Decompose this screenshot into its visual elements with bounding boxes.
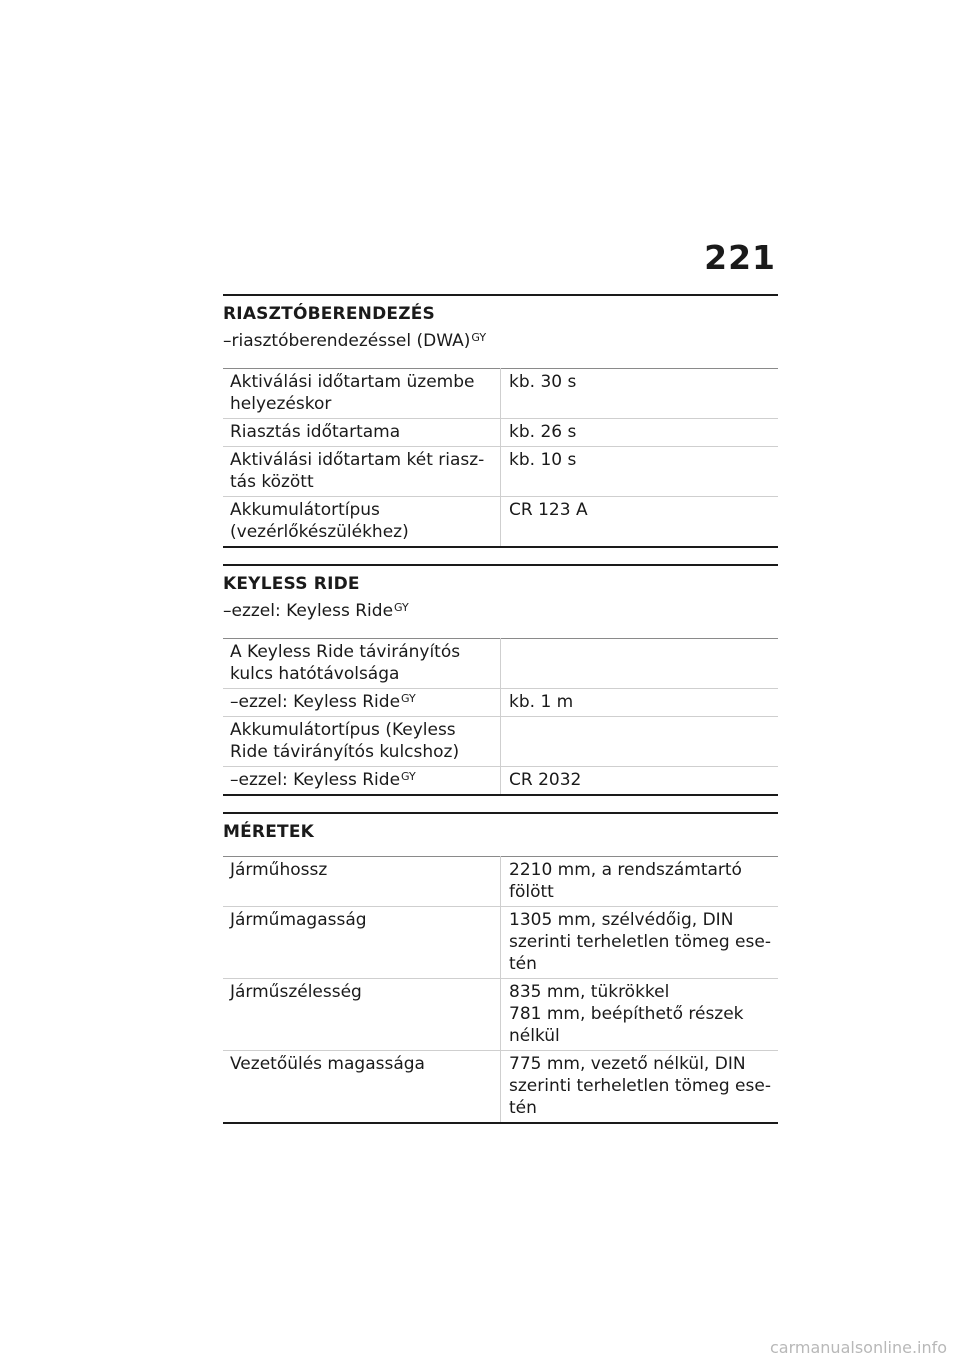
country-code-sup: GY: [401, 692, 416, 705]
row-label: Járműszélesség: [223, 979, 501, 1051]
row-value: CR 2032: [509, 770, 582, 790]
row-label: Riasztás időtartama: [223, 419, 501, 447]
row-label: –ezzel: Keyless Ride$^{GY}$: [223, 767, 501, 796]
row-value: kb. 30 s: [509, 372, 577, 392]
row-value: [501, 979, 779, 1051]
row-value: 1305 mm, szélvédőig, DIN szerinti terheletlen tömeg ese-tén: [509, 910, 771, 974]
table-row: [223, 497, 778, 548]
row-value-line: 781 mm, beépíthető részek nélkül: [509, 1004, 744, 1046]
table-row: [223, 857, 778, 907]
row-label: Aktiválási időtartam üzembe helyezéskor: [223, 369, 501, 419]
row-label: Járműhossz: [223, 857, 501, 907]
alarm-table: [223, 368, 778, 548]
row-label: Akkumulátortípus (vezérlőkészülékhez): [223, 497, 501, 548]
table-row: [223, 1051, 778, 1124]
row-value: 775 mm, vezető nélkül, DIN szerinti terheletlen tömeg ese-tén: [509, 1054, 771, 1118]
row-value: CR 123 A: [509, 500, 588, 520]
section-alarm: [223, 294, 778, 548]
section-keyless: [223, 564, 778, 796]
row-value: 2210 mm, a rendszámtartó fölött: [509, 860, 742, 902]
row-label: Akkumulátortípus (Keyless Ride távirányítós kulcshoz): [223, 717, 501, 767]
row-value: [501, 717, 779, 767]
row-value-line: 835 mm, tükrökkel: [509, 982, 670, 1002]
section-dimensions: [223, 812, 778, 1124]
country-code-sup: GY: [401, 770, 416, 783]
row-label: Vezetőülés magassága: [223, 1051, 501, 1124]
table-row: [223, 369, 778, 419]
table-row: [223, 419, 778, 447]
row-label: A Keyless Ride távirányítós kulcs hatótávolsága: [223, 639, 501, 689]
table-row: [223, 689, 778, 717]
table-row: [223, 717, 778, 767]
table-row: [223, 907, 778, 979]
row-value: kb. 1 m: [509, 692, 574, 712]
country-code-sup: GY: [394, 601, 409, 614]
row-value: kb. 10 s: [509, 450, 577, 470]
table-row: [223, 639, 778, 689]
row-label: Aktiválási időtartam két riasz-tás között: [223, 447, 501, 497]
row-label: –ezzel: Keyless Ride$^{GY}$: [223, 689, 501, 717]
table-row: [223, 979, 778, 1051]
section-subtitle: –riasztóberendezéssel (DWA)$^{GY}$: [223, 331, 487, 351]
row-value: kb. 26 s: [509, 422, 577, 442]
section-subtitle: –ezzel: Keyless Ride$^{GY}$: [223, 601, 409, 621]
country-code-sup: GY: [471, 331, 487, 344]
dimensions-table: [223, 856, 778, 1124]
section-title: RIASZTÓBERENDEZÉS: [223, 304, 435, 324]
watermark-text: carmanualsonline.info: [770, 1338, 948, 1357]
row-value: [501, 639, 779, 689]
page-number: 221: [704, 238, 776, 277]
table-row: [223, 767, 778, 796]
section-title: MÉRETEK: [223, 822, 315, 842]
keyless-table: [223, 638, 778, 796]
row-label: Járműmagasság: [223, 907, 501, 979]
spec-content: [223, 294, 778, 1124]
section-title: KEYLESS RIDE: [223, 574, 360, 594]
table-row: [223, 447, 778, 497]
